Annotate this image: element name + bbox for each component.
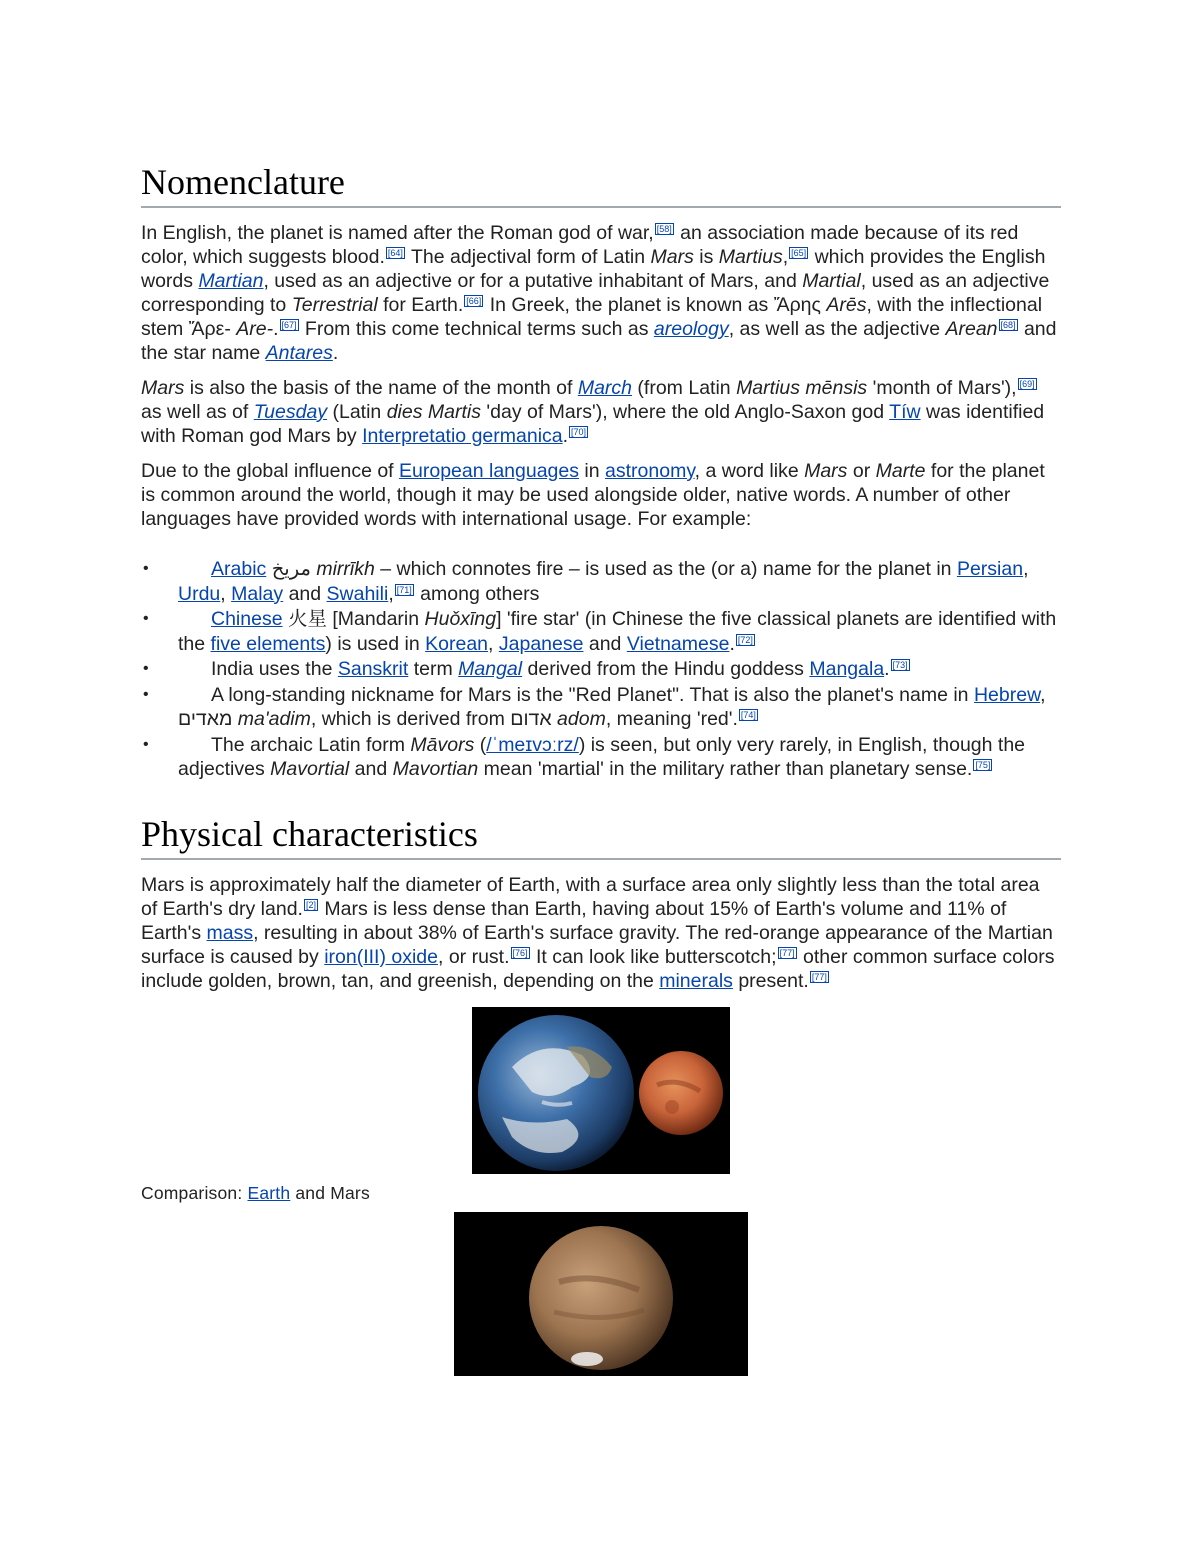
nomenclature-paragraph-3: Due to the global influence of European languages in astronomy, a word like Mars or Marte for the planet is common around the world, though it may be used alongside older, native words. A number of other languages have provided words with international usage. For example: <box>141 460 1045 530</box>
link-minerals[interactable]: minerals <box>659 969 733 992</box>
link-arabic[interactable]: Arabic <box>211 558 267 580</box>
link-sanskrit[interactable]: Sanskrit <box>337 658 409 680</box>
citation-ref[interactable]: [67] <box>281 320 297 330</box>
earth-mars-comparison-image[interactable] <box>472 1007 730 1174</box>
list-item: • Arabic مريخ mirrīkh – which connotes fire – is used as the (or a) name for the planet in Persian, Urdu, Malay and Swahili, [71] among others <box>143 558 1029 605</box>
citation-ref[interactable]: [77] <box>811 971 827 982</box>
list-item: • The archaic Latin form Māvors (/ˈmeɪvɔːrz/) is seen, but only very rarely, in English, though the adjectives Mavortial and Mavortian mean 'martial' in the military rather than planetary sense. [75] <box>143 733 1026 780</box>
link-mangala[interactable]: Mangala <box>809 658 885 680</box>
bullet-icon: • <box>143 735 149 753</box>
link-urdu[interactable]: Urdu <box>178 582 221 605</box>
citation-ref[interactable]: [2] <box>305 899 316 910</box>
link-martian[interactable]: Martian <box>198 270 264 292</box>
section-heading-nomenclature: Nomenclature <box>141 160 1061 208</box>
link-mass[interactable]: mass <box>206 921 254 944</box>
nomenclature-paragraph-2: Mars is also the basis of the name of the month of March (from Latin Martius mēnsis 'month of Mars'), [69] as well as of Tuesday (Latin dies Martis 'day of Mars'), where the old Anglo-Saxon god Tíw was identified with Roman god Mars by Interpretatio germanica. [70] <box>141 377 1045 447</box>
link-tiw[interactable]: Tíw <box>889 401 921 423</box>
bullet-icon: • <box>143 560 149 577</box>
bullet-icon: • <box>143 660 149 677</box>
citation-ref[interactable]: [76] <box>512 947 528 958</box>
citation-ref[interactable]: [72] <box>737 634 753 645</box>
citation-ref[interactable]: [75] <box>975 760 991 770</box>
link-areology[interactable]: areology <box>653 318 729 340</box>
link-tuesday[interactable]: Tuesday <box>253 401 328 423</box>
bullet-icon: • <box>143 685 149 703</box>
link-vietnamese[interactable]: Vietnamese <box>626 632 730 655</box>
link-mangal[interactable]: Mangal <box>458 658 523 680</box>
link-five-elements[interactable]: five elements <box>210 632 326 655</box>
list-item: • A long-standing nickname for Mars is the "Red Planet". That is also the planet's name in Hebrew, מאדים ma'adim, which is derived from אדום adom, meaning 'red'. [74] <box>143 683 1046 730</box>
link-japanese[interactable]: Japanese <box>498 632 584 655</box>
citation-ref[interactable]: [58] <box>656 224 672 234</box>
link-antares[interactable]: Antares <box>265 342 333 364</box>
citation-ref[interactable]: [70] <box>571 427 587 437</box>
citation-ref[interactable]: [66] <box>466 296 482 306</box>
link-iron-oxide[interactable]: iron(III) oxide <box>324 945 438 968</box>
physical-paragraph-1: Mars is approximately half the diameter of Earth, with a surface area only slightly less than the total area of Earth's dry land. [2] Mars is less dense than Earth, having about 15% of Earth's volume and 11% of Earth's mass, resulting in about 38% of Earth's surface gravity. The red-orange appearance of the Martian surface is caused by iron(III) oxide, or rust. [76] It can look like butterscotch; [77] other common surface colors include golden, brown, tan, and greenish, depending on the minerals present. [77] <box>141 873 1055 992</box>
citation-ref[interactable]: [65] <box>791 248 807 258</box>
citation-ref[interactable]: [64] <box>387 248 403 258</box>
nomenclature-paragraph-1: In English, the planet is named after the Roman god of war, [58] an association made because of its red color, which suggests blood. [64] The adjectival form of Latin Mars is Martius, [65] which provides the English words Martian, used as an adjective or for a putative inhabitant of Mars, and Martial, used as an adjective corresponding to Terrestrial for Earth. [66] In Greek, the planet is known as Ἄρης Arēs, with the inflectional stem Ἄρε- Are-. [67] From this come technical terms such as areology, as well as the adjective Arean [68] and the star name Antares. <box>141 222 1057 364</box>
article-body <box>141 160 1061 1376</box>
language-list <box>141 557 1061 782</box>
link-persian[interactable]: Persian <box>956 558 1024 580</box>
bullet-icon: • <box>143 610 149 627</box>
link-pronunciation[interactable]: /ˈmeɪvɔːrz/ <box>486 733 579 756</box>
figure-caption: Comparison: Earth and Mars <box>141 1182 370 1203</box>
link-earth[interactable]: Earth <box>247 1182 291 1203</box>
list-item: • India uses the Sanskrit term Mangal derived from the Hindu goddess Mangala. [73] <box>143 658 908 680</box>
link-chinese[interactable]: Chinese <box>211 608 283 630</box>
link-hebrew[interactable]: Hebrew <box>973 683 1041 706</box>
link-astronomy[interactable]: astronomy <box>605 460 695 482</box>
link-march[interactable]: March <box>577 377 633 399</box>
citation-ref[interactable]: [71] <box>396 584 412 595</box>
citation-ref[interactable]: [68] <box>1000 320 1016 330</box>
link-korean[interactable]: Korean <box>425 632 489 655</box>
citation-ref[interactable]: [69] <box>1019 379 1035 389</box>
citation-ref[interactable]: [77] <box>779 947 795 958</box>
section-heading-physical-characteristics: Physical characteristics <box>141 812 1061 860</box>
citation-ref[interactable]: [74] <box>740 710 756 720</box>
citation-ref[interactable]: [73] <box>892 660 908 670</box>
mars-image[interactable] <box>454 1212 748 1376</box>
link-interpretatio-germanica[interactable]: Interpretatio germanica <box>362 425 563 447</box>
link-malay[interactable]: Malay <box>231 582 284 605</box>
list-item: • Chinese 火星 [Mandarin Huǒxīng] 'fire star' (in Chinese the five classical planets are identified with the five elements) is used in Korean, Japanese and Vietnamese. [72] <box>143 608 1057 655</box>
link-swahili[interactable]: Swahili <box>326 582 389 605</box>
link-european-languages[interactable]: European languages <box>399 460 580 482</box>
